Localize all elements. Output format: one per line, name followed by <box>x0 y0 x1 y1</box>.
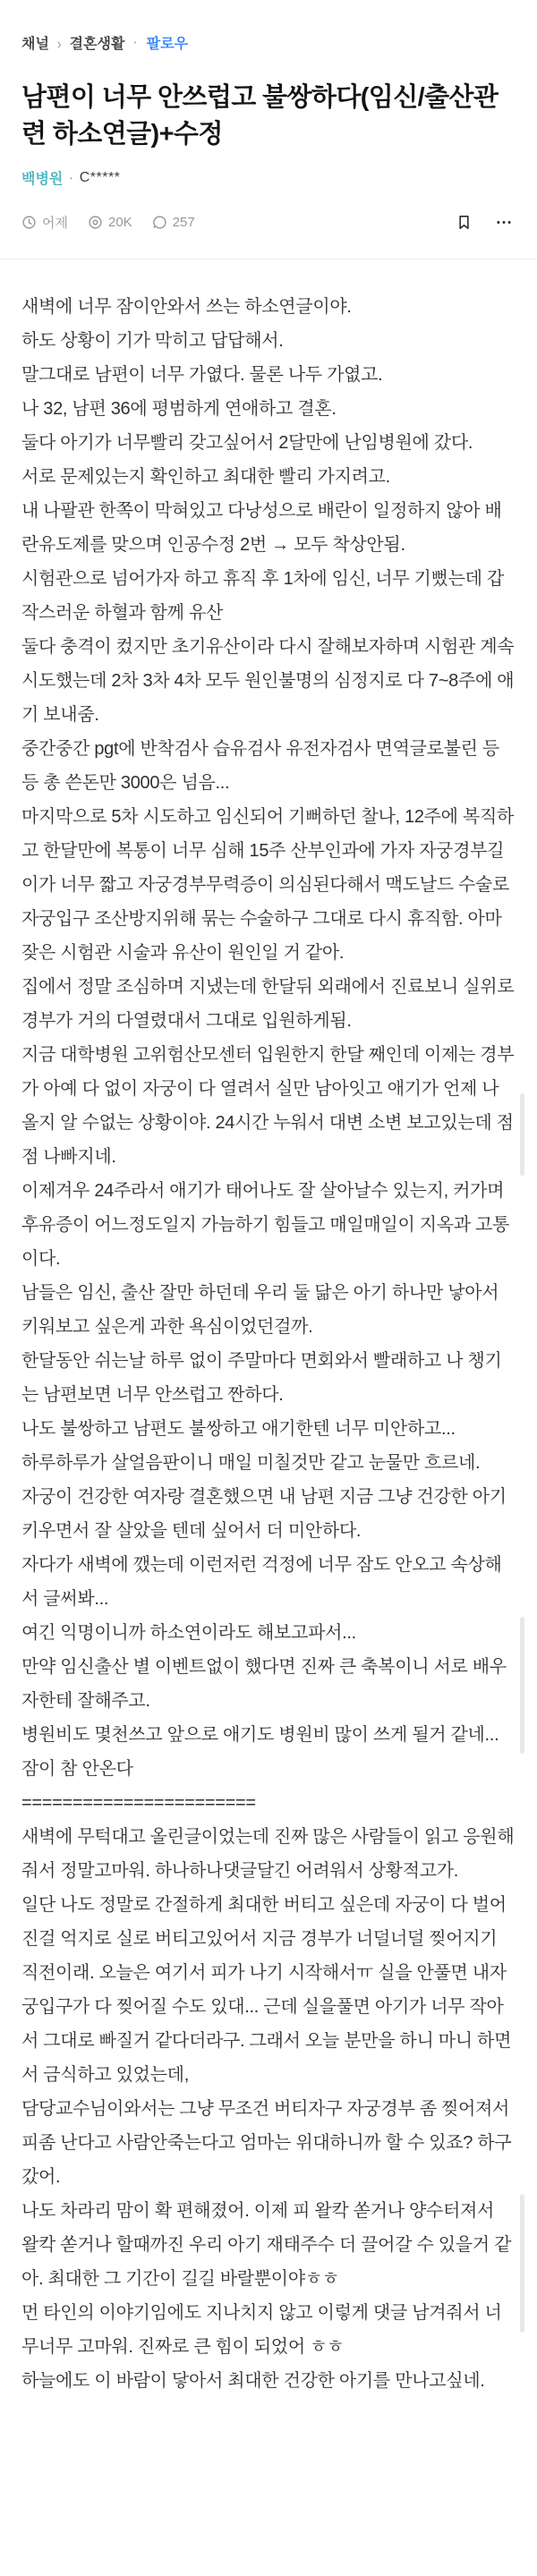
breadcrumb <box>21 0 516 53</box>
body-paragraph: 일단 나도 정말로 간절하게 최대한 버티고 싶은데 자궁이 다 벌어진걸 억지로 실로 버티고있어서 지금 경부가 너덜너덜 찢어지기 직전이래. 오늘은 여기서 피가 나기 시작해서ㅠ 실을 안풀면 내자궁입구가 다 찢어질 수도 있대... 근데 실을풀면 아기가 너무 작아서 그대로 빠질거 같다더라구. 그래서 오늘 분만을 하니 마니 하면서 금식하고 있었는데, <box>21 1895 512 2086</box>
scrollbar-thumb[interactable] <box>520 1617 524 1754</box>
post-comments[interactable] <box>152 215 195 230</box>
post-page <box>0 0 537 234</box>
body-paragraph: 하늘에도 이 바람이 닿아서 최대한 건강한 아기를 만나고싶네. <box>21 2371 485 2392</box>
body-paragraph: 여긴 익명이니까 하소연이라도 해보고파서... <box>21 1623 356 1644</box>
chevron-right-icon: › <box>56 33 62 52</box>
post-time-label: 어제 <box>42 216 68 232</box>
body-paragraph: 새벽에 무턱대고 올린글이었는데 진짜 많은 사람들이 읽고 응원해줘서 정말고마워. 하나하나댓글달긴 어려워서 상황적고가. <box>21 1827 515 1882</box>
post-meta-row <box>21 211 516 234</box>
body-paragraph: 말그대로 남편이 너무 가엾다. 물론 나두 가엾고. <box>21 365 383 386</box>
body-paragraph: 마지막으로 5차 시도하고 임신되어 기뻐하던 찰나, 12주에 복직하고 한달만에 복통이 너무 심해 15주 산부인과에 가자 자궁경부길이가 너무 짧고 자궁경부무력증이 의심된다해서 맥도날드 수술로 자궁입구 조산방지위해 묶는 수술하구 그대로 다시 휴직함. 아마 잦은 시험관 시술과 유산이 원인일 거 같아. <box>21 807 515 964</box>
post-title: 남편이 너무 안쓰럽고 불쌍하다(임신/출산관련 하소연글)+수정 <box>21 83 499 149</box>
more-button[interactable] <box>492 211 516 234</box>
body-paragraph: 자다가 새벽에 깼는데 이런저런 걱정에 너무 잠도 안오고 속상해서 글써봐... <box>21 1555 502 1610</box>
body-paragraph: 새벽에 너무 잠이안와서 쓰는 하소연글이야. <box>21 297 352 318</box>
body-paragraph: 먼 타인의 이야기임에도 지나치지 않고 이렇게 댓글 남겨줘서 너무너무 고마워. 진짜로 큰 힘이 되었어 ㅎㅎ <box>21 2303 502 2358</box>
body-paragraph: 하도 상황이 기가 막히고 답답해서. <box>21 331 284 352</box>
breadcrumb-board[interactable]: 결혼생활 <box>69 37 125 52</box>
scrollbar-thumb[interactable] <box>520 1093 524 1176</box>
clock-icon <box>21 215 37 230</box>
body-paragraph: 병원비도 몇천쓰고 앞으로 애기도 병원비 많이 쓰게 될거 같네... 잠이 참 안온다 <box>21 1725 499 1780</box>
body-paragraph: 지금 대학병원 고위험산모센터 입원한지 한달 째인데 이제는 경부가 아예 다 없이 자궁이 다 열려서 실만 남아잇고 애기가 언제 나올지 알 수없는 상황이야. 24시간 누워서 대변 소변 보고있는데 점점 나빠지네. <box>21 1045 515 1168</box>
body-paragraph: 나 32, 남편 36에 평범하게 연애하고 결혼. <box>21 399 337 420</box>
body-paragraph: 내 나팔관 한쪽이 막혀있고 다낭성으로 배란이 일정하지 않아 배란유도제를 맞으며 인공수정 2번 → 모두 착상안됨. <box>21 501 502 556</box>
bookmark-icon <box>456 213 473 232</box>
body-paragraph: 서로 문제있는지 확인하고 최대한 빨리 가지려고. <box>21 467 390 488</box>
author-separator: · <box>69 171 73 185</box>
body-paragraph: 시험관으로 넘어가자 하고 휴직 후 1차에 임신, 너무 기뻤는데 갑작스러운 하혈과 함께 유산 <box>21 569 504 624</box>
post-body <box>21 259 516 2452</box>
post-time <box>21 213 68 232</box>
post-comments-count: 257 <box>172 215 195 231</box>
body-paragraph: 나도 차라리 맘이 확 편해졌어. 이제 피 왈칵 쏟거나 양수터져서 왈칵 쏟거나 할때까진 우리 아기 재태주수 더 끌어갈 수 있을거 같아. 최대한 그 기간이 길길 바랄뿐이야ㅎㅎ <box>21 2201 512 2290</box>
body-text-divider: ======================= <box>21 1793 256 1814</box>
author-masked-id: C***** <box>79 169 121 185</box>
bookmark-button[interactable] <box>454 211 474 234</box>
body-paragraph: 나도 불쌍하고 남편도 불쌍하고 애기한텐 너무 미안하고... <box>21 1419 456 1440</box>
body-paragraph: 자궁이 건강한 여자랑 결혼했으면 내 남편 지금 그냥 건강한 아기 키우면서 잘 살았을 텐데 싶어서 더 미안하다. <box>21 1487 507 1542</box>
author-line <box>21 167 516 188</box>
comment-icon <box>152 215 167 230</box>
body-paragraph: 둘다 충격이 컸지만 초기유산이라 다시 잘해보자하며 시험관 계속 시도했는데 2차 3차 4차 모두 원인불명의 심정지로 다 7~8주에 애기 보내줌. <box>21 637 515 726</box>
follow-button[interactable]: 팔로우 <box>146 37 189 52</box>
body-paragraph: 집에서 정말 조심하며 지냈는데 한달뒤 외래에서 진료보니 실위로 경부가 거의 다열렸대서 그대로 입원하게됨. <box>21 977 515 1032</box>
body-paragraph: 만약 임신출산 별 이벤트없이 했다면 진짜 큰 축복이니 서로 배우자한테 잘해주고. <box>21 1657 507 1712</box>
body-paragraph: 남들은 임신, 출산 잘만 하던데 우리 둘 닮은 아기 하나만 낳아서 키워보고 싶은게 과한 욕심이었던걸까. <box>21 1283 499 1338</box>
body-paragraph: 하루하루가 살얼음판이니 매일 미칠것만 같고 눈물만 흐르네. <box>21 1453 481 1474</box>
breadcrumb-separator: · <box>133 36 138 49</box>
post-views-count: 20K <box>107 215 132 231</box>
breadcrumb-channel[interactable]: 채널 <box>21 37 49 52</box>
body-paragraph: 이제겨우 24주라서 애기가 태어나도 잘 살아날수 있는지, 커가며 후유증이 어느정도일지 가늠하기 힘들고 매일매일이 지옥과 고통이다. <box>21 1181 510 1270</box>
eye-icon <box>88 215 103 230</box>
more-icon <box>494 213 514 232</box>
scrollbar-thumb[interactable] <box>520 2194 524 2333</box>
body-paragraph: 담당교수님이와서는 그냥 무조건 버티자구 자궁경부 좀 찢어져서 피좀 난다고 사람안죽는다고 엄마는 위대하니까 할 수 있죠? 하구 갔어. <box>21 2099 512 2188</box>
body-paragraph: 한달동안 쉬는날 하루 없이 주말마다 면회와서 빨래하고 나 챙기는 남편보면 너무 안쓰럽고 짠하다. <box>21 1351 502 1406</box>
post-views <box>88 215 132 230</box>
author-nickname[interactable]: 백병원 <box>21 172 64 188</box>
body-paragraph: 둘다 아기가 너무빨리 갖고싶어서 2달만에 난임병원에 갔다. <box>21 433 473 454</box>
body-paragraph: 중간중간 pgt에 반착검사 습유검사 유전자검사 면역글로불린 등등 총 쓴돈만 3000은 넘음... <box>21 739 499 794</box>
